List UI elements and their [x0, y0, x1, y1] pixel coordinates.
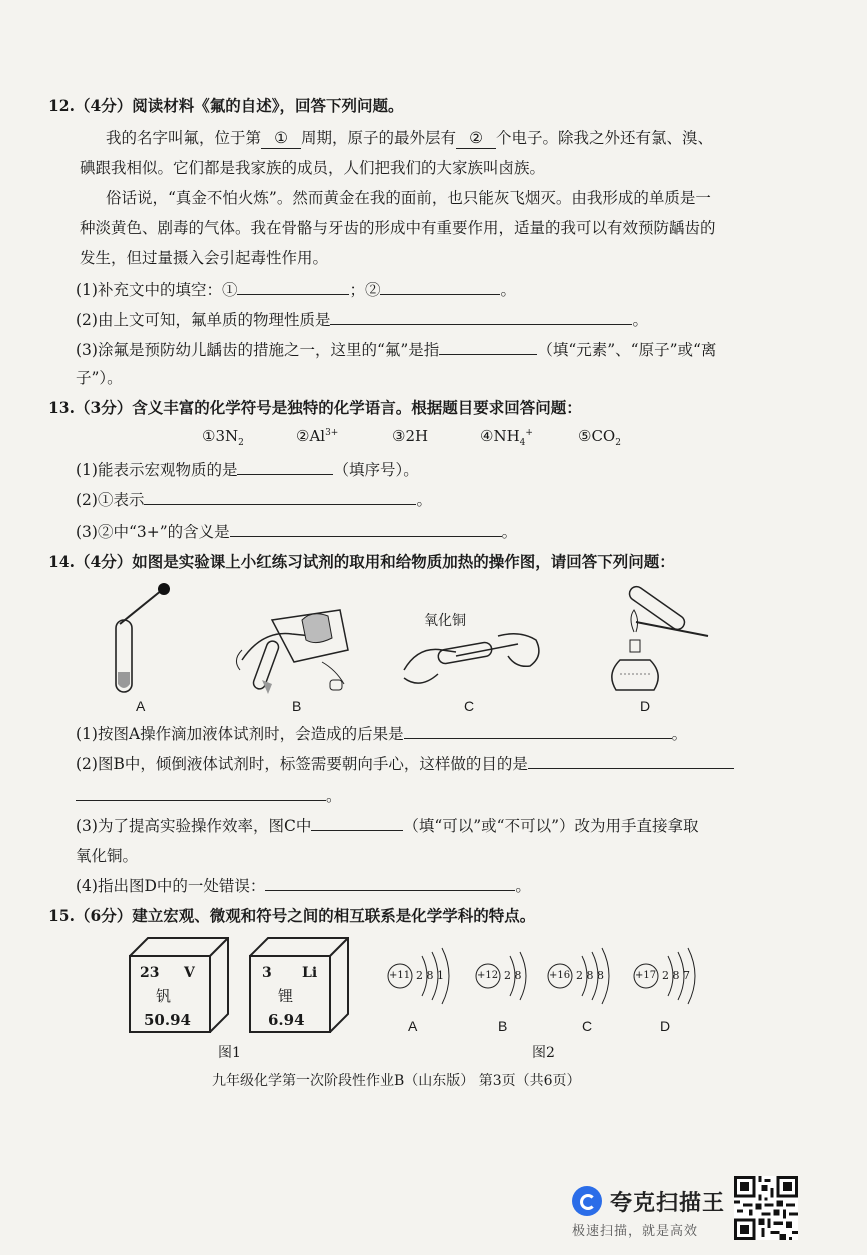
q14-sub3: (3)为了提高实验操作效率，图C中 （填“可以”或“不可以”）改为用手直接拿取 — [76, 817, 699, 835]
q12-title: 12.（4分）阅读材料《氟的自述》，回答下列问题。 — [48, 96, 404, 115]
atom-b-label: B — [498, 1018, 508, 1034]
q14-sub4: (4)指出图D中的一处错误： 。 — [76, 877, 531, 895]
figure-b-pouring — [232, 590, 362, 700]
q14-title: 14.（4分）如图是实验课上小红练习试剂的取用和给物质加热的操作图，请回答下列问题： — [48, 552, 675, 571]
lithium-symbol: Li — [302, 965, 318, 981]
figure-b-label: B — [292, 698, 302, 714]
page-footer: 九年级化学第一次阶段性作业B（山东版） 第3页（共6页） — [212, 1073, 581, 1089]
q12-para2: 碘跟我相似。它们都是我家族的成员，人们把我们的大家族叫卤族。 — [80, 159, 546, 177]
lithium-mass: 6.94 — [268, 1011, 305, 1029]
lithium-name: 锂 — [278, 987, 294, 1005]
atom-c-nucleus: +16 — [549, 970, 571, 981]
q13-sub3: (3)②中“3+”的含义是 。 — [76, 523, 518, 541]
q13-title: 13.（3分）含义丰富的化学符号是独特的化学语言。根据题目要求回答问题： — [48, 398, 582, 417]
q12-sub3: (3)涂氟是预防幼儿龋齿的措施之一，这里的“氟”是指 （填“元素”、“原子”或“离 — [76, 341, 717, 359]
figure-a-label: A — [136, 698, 146, 714]
q13-sub2: (2)①表示 。 — [76, 491, 432, 509]
atom-c-shells: 2 8 8 — [576, 969, 604, 982]
figure-a-dropper — [100, 580, 180, 698]
brand-slogan: 极速扫描，就是高效 — [572, 1224, 699, 1239]
q12-para3: 俗话说，“真金不怕火炼”。然而黄金在我的面前，也只能灰飞烟灭。由我形成的单质是一 — [106, 189, 711, 207]
formula-5: $⑤CO_2$ — [578, 427, 621, 448]
q12-para5: 发生，但过量摄入会引起毒性作用。 — [80, 249, 329, 267]
fig2-caption: 图2 — [532, 1045, 555, 1061]
qr-code-icon — [734, 1176, 798, 1240]
q12-sub1: (1)补充文中的填空：① ；② 。 — [76, 281, 516, 299]
figure-c-caption: 氧化铜 — [424, 613, 466, 629]
q14-sub2-cont: 。 — [76, 786, 342, 806]
atom-a-shells: 2 8 1 — [416, 969, 444, 982]
vanadium-mass: 50.94 — [144, 1011, 191, 1029]
vanadium-number: 23 — [140, 965, 160, 981]
q14-sub1: (1)按图A操作滴加液体试剂时，会造成的后果是 。 — [76, 725, 688, 743]
q12-sub2: (2)由上文可知，氟单质的物理性质是 。 — [76, 311, 648, 329]
atom-b-nucleus: +12 — [477, 970, 499, 981]
vanadium-name: 钒 — [156, 987, 172, 1005]
figure-d-heating — [596, 566, 716, 698]
atom-c-label: C — [582, 1018, 593, 1034]
q13-sub1: (1)能表示宏观物质的是 （填序号）。 — [76, 461, 419, 479]
formula-2: $②Al^{3+}$ — [296, 427, 339, 445]
formula-1: $①3N_2$ — [202, 427, 244, 448]
scanner-watermark — [572, 1180, 862, 1240]
atom-d-nucleus: +17 — [635, 970, 657, 981]
atom-d-label: D — [660, 1018, 671, 1034]
figure-d-label: D — [640, 698, 651, 714]
q12-sub3-cont: 子”）。 — [76, 369, 123, 387]
fig1-caption: 图1 — [218, 1045, 241, 1061]
figure-c-label: C — [464, 698, 475, 714]
q14-sub3-cont: 氧化铜。 — [76, 847, 139, 865]
q12-para1: 我的名字叫氟，位于第 ① 周期，原子的最外层有 ② 个电子。除我之外还有氯、溴、 — [106, 129, 714, 147]
figure-c-spatula — [398, 622, 548, 694]
brand-name: 夸克扫描王 — [610, 1191, 726, 1216]
lithium-number: 3 — [262, 965, 272, 981]
vanadium-symbol: V — [184, 965, 195, 981]
atom-d-shells: 2 8 7 — [662, 969, 690, 982]
atom-b-shells: 2 8 — [504, 969, 522, 982]
formula-4: $④NH_4^+$ — [480, 427, 533, 448]
q15-title: 15.（6分）建立宏观、微观和符号之间的相互联系是化学学科的特点。 — [48, 906, 536, 925]
atom-a-label: A — [408, 1018, 418, 1034]
atom-a-nucleus: +11 — [389, 970, 411, 981]
q12-para4: 种淡黄色、剧毒的气体。我在骨骼与牙齿的形成中有重要作用，适量的我可以有效预防龋齿的 — [80, 219, 716, 237]
q14-sub2: (2)图B中，倾倒液体试剂时，标签需要朝向手心，这样做的目的是 — [76, 754, 734, 774]
formula-3: ③2H — [392, 427, 429, 445]
quark-logo-icon — [572, 1186, 602, 1216]
